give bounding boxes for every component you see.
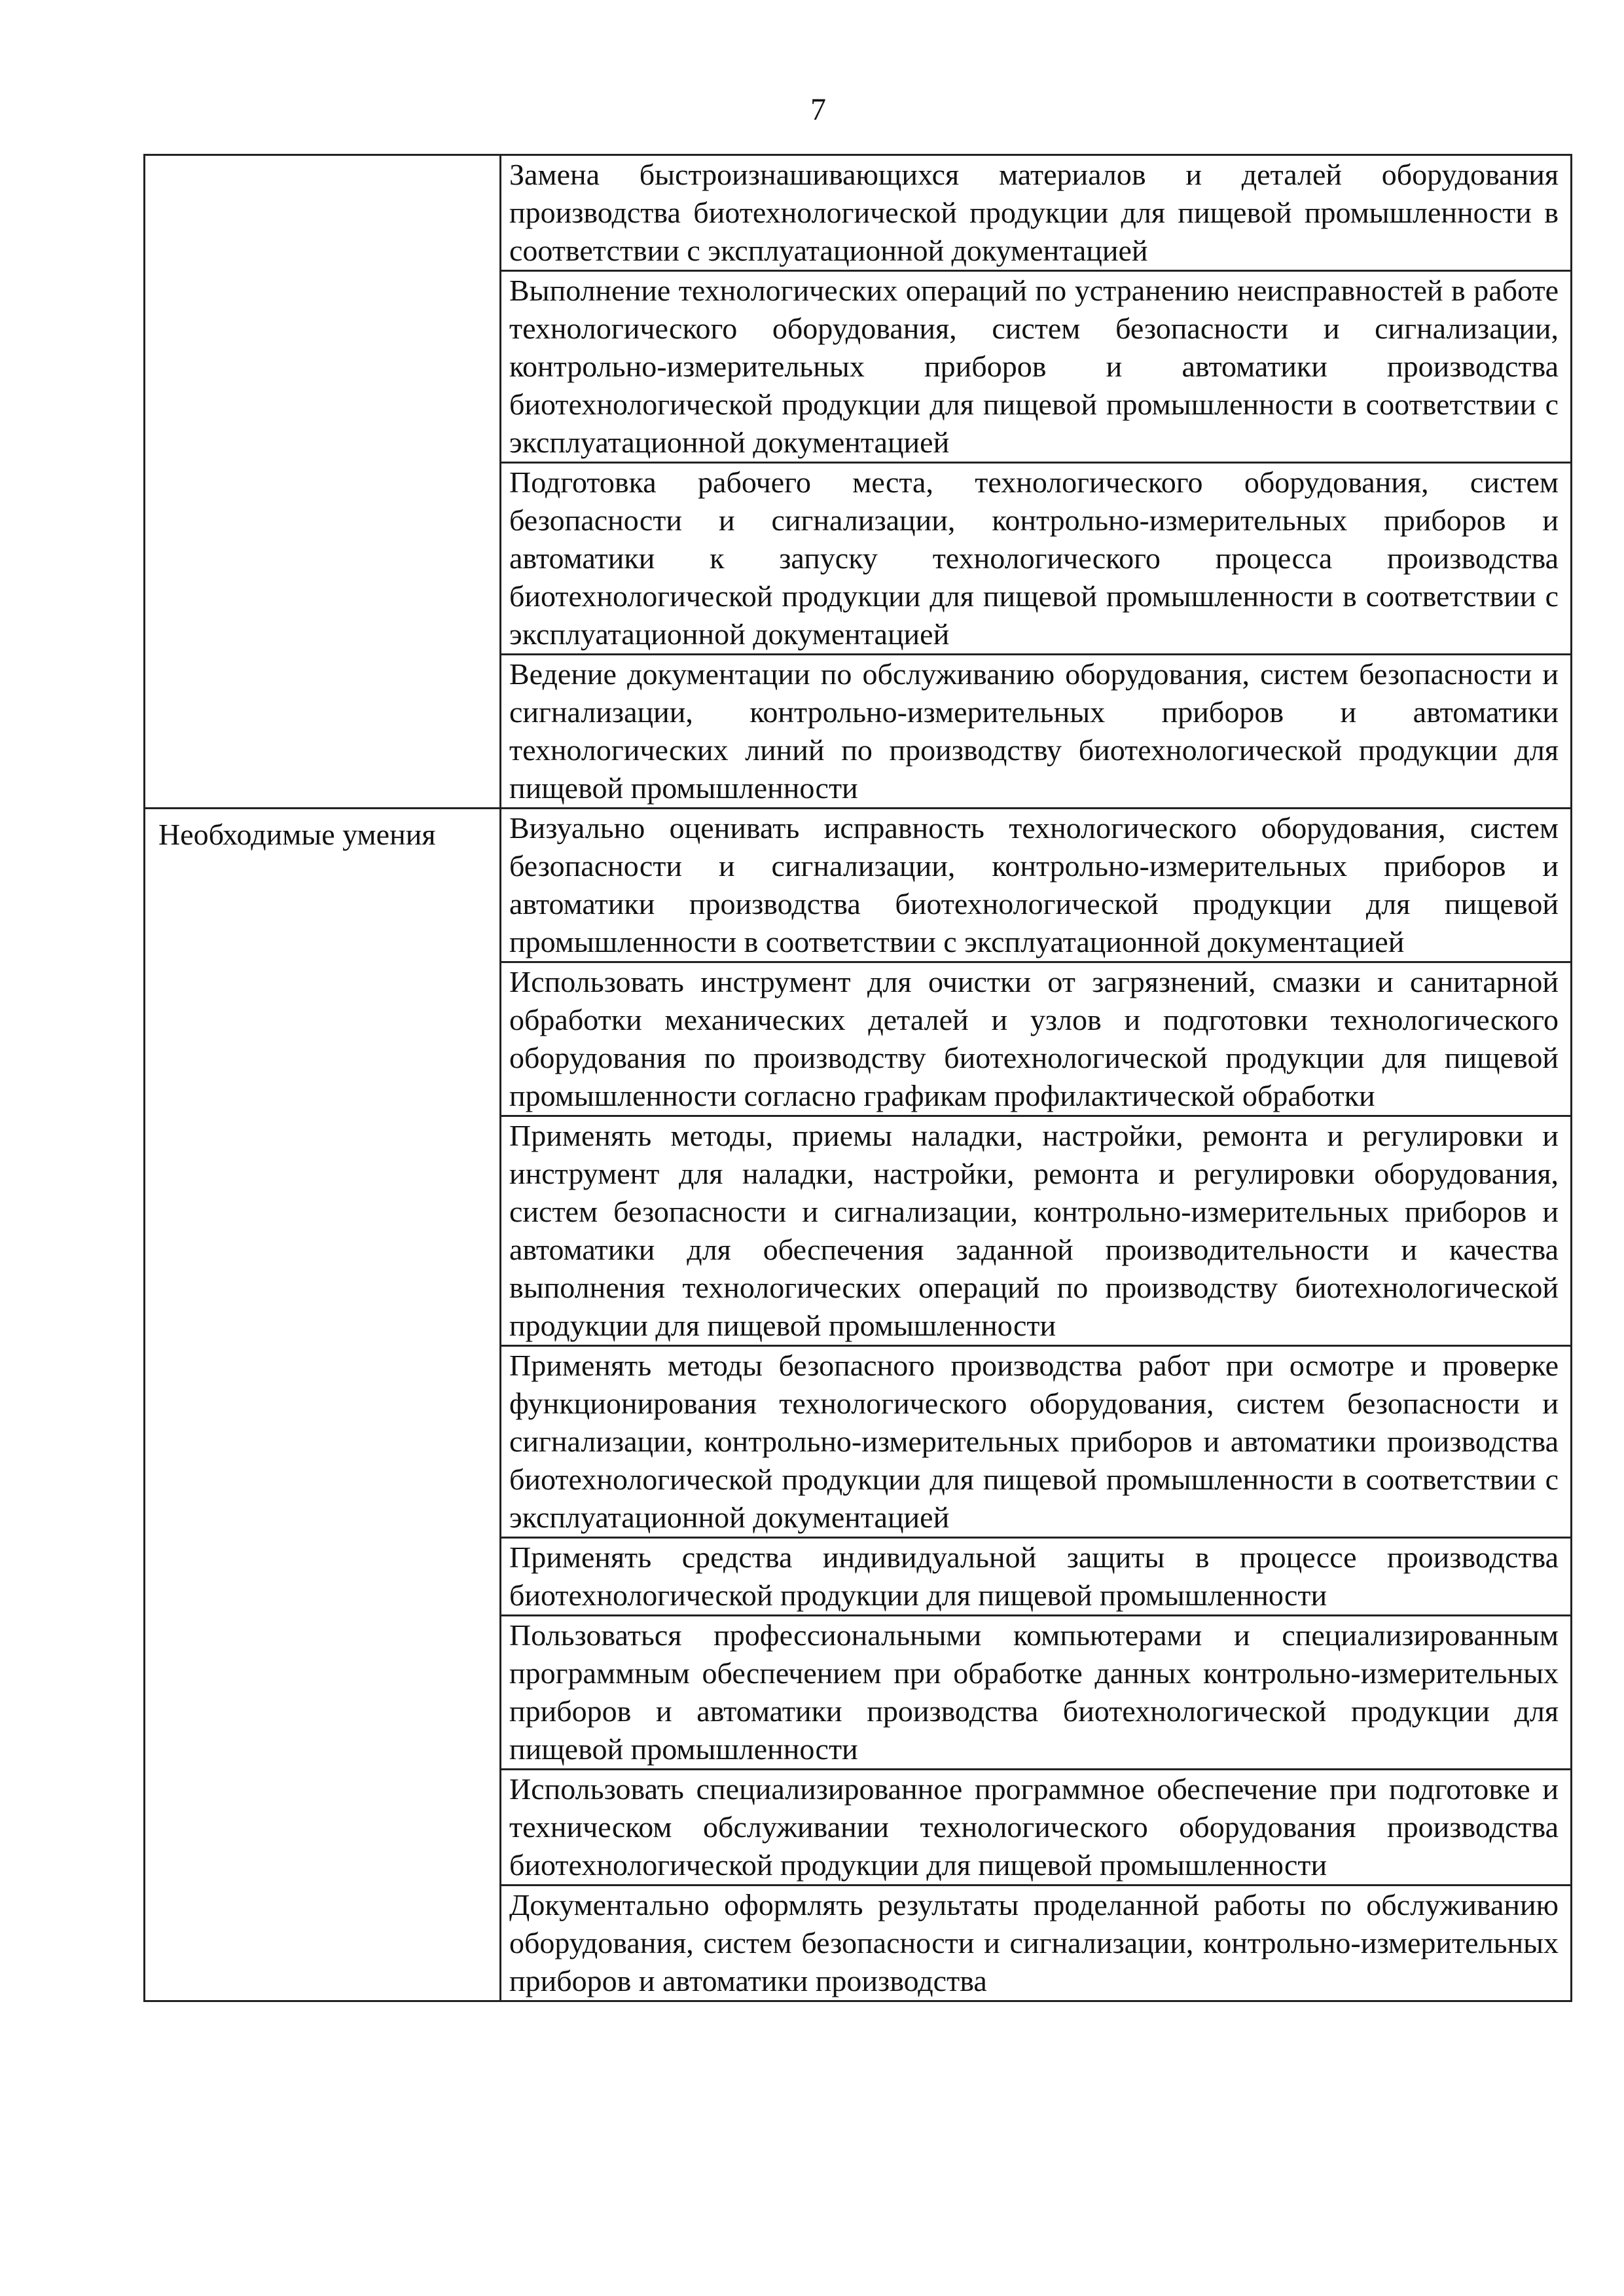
cell-text: Визуально оценивать исправность технологического оборудования, систем безопасности и сигнализации, контрольно-измерительных приборов и автоматики производства биотехнологической продукции для пищевой промышленности в соответствии с эксплуатационной документацией [509, 811, 1559, 958]
labor-actions-label-cell-continued [145, 155, 501, 809]
skills-label: Необходимые умения [158, 818, 436, 851]
table-cell [501, 1886, 1572, 2001]
skills-label-cell [145, 809, 501, 2001]
cell-text: Выполнение технологических операций по устранению неисправностей в работе технологического оборудования, систем безопасности и сигнализации, контрольно-измерительных приборов и автоматики производства биотехнологической продукции для пищевой промышленности в соответствии с эксплуатационной документацией [509, 274, 1559, 459]
table-cell [501, 463, 1572, 655]
cell-text: Ведение документации по обслуживанию оборудования, систем безопасности и сигнализации, контрольно-измерительных приборов и автоматики технологических линий по производству биотехнологической продукции для пищевой промышленности [509, 657, 1559, 805]
table-cell [501, 655, 1572, 809]
table-cell [501, 1116, 1572, 1346]
table-cell [501, 1616, 1572, 1770]
cell-text: Применять методы, приемы наладки, настройки, ремонта и регулировки и инструмент для наладки, настройки, ремонта и регулировки оборудования, систем безопасности и сигнализации, контрольно-измерительных приборов и автоматики для обеспечения заданной производительности и качества выполнения технологических операций по производству биотехнологической продукции для пищевой промышленности [509, 1119, 1559, 1342]
cell-text: Подготовка рабочего места, технологического оборудования, систем безопасности и сигнализации, контрольно-измерительных приборов и автоматики к запуску технологического процесса производства биотехнологической продукции для пищевой промышленности в соответствии с эксплуатационной документацией [509, 465, 1559, 651]
table-cell [501, 271, 1572, 463]
competency-table [143, 154, 1572, 2002]
table-cell [501, 809, 1572, 962]
cell-text: Пользоваться профессиональными компьютерами и специализированным программным обеспечением при обработке данных контрольно-измерительных приборов и автоматики производства биотехнологической продукции для пищевой промышленности [509, 1618, 1559, 1766]
cell-text: Применять средства индивидуальной защиты в процессе производства биотехнологической продукции для пищевой промышленности [509, 1540, 1559, 1612]
cell-text: Замена быстроизнашивающихся материалов и деталей оборудования производства биотехнологической продукции для пищевой промышленности в соответствии с эксплуатационной документацией [509, 158, 1559, 267]
table-cell [501, 1770, 1572, 1886]
cell-text: Применять методы безопасного производства работ при осмотре и проверке функционирования технологического оборудования, систем безопасности и сигнализации, контрольно-измерительных приборов и автоматики производства биотехнологической продукции для пищевой промышленности в соответствии с эксплуатационной документацией [509, 1349, 1559, 1534]
table-cell [501, 155, 1572, 271]
table-row [145, 155, 1572, 271]
page-number: 7 [810, 92, 826, 127]
table-cell [501, 1538, 1572, 1616]
cell-text: Документально оформлять результаты проделанной работы по обслуживанию оборудования, систем безопасности и сигнализации, контрольно-измерительных приборов и автоматики производства [509, 1888, 1559, 1997]
cell-text: Использовать инструмент для очистки от загрязнений, смазки и санитарной обработки механических деталей и узлов и подготовки технологического оборудования по производству биотехнологической продукции для пищевой промышленности согласно графикам профилактической обработки [509, 965, 1559, 1112]
table-cell [501, 962, 1572, 1116]
cell-text: Использовать специализированное программное обеспечение при подготовке и техническом обслуживании технологического оборудования производства биотехнологической продукции для пищевой промышленности [509, 1772, 1559, 1882]
table-cell [501, 1346, 1572, 1538]
table-row [145, 809, 1572, 962]
